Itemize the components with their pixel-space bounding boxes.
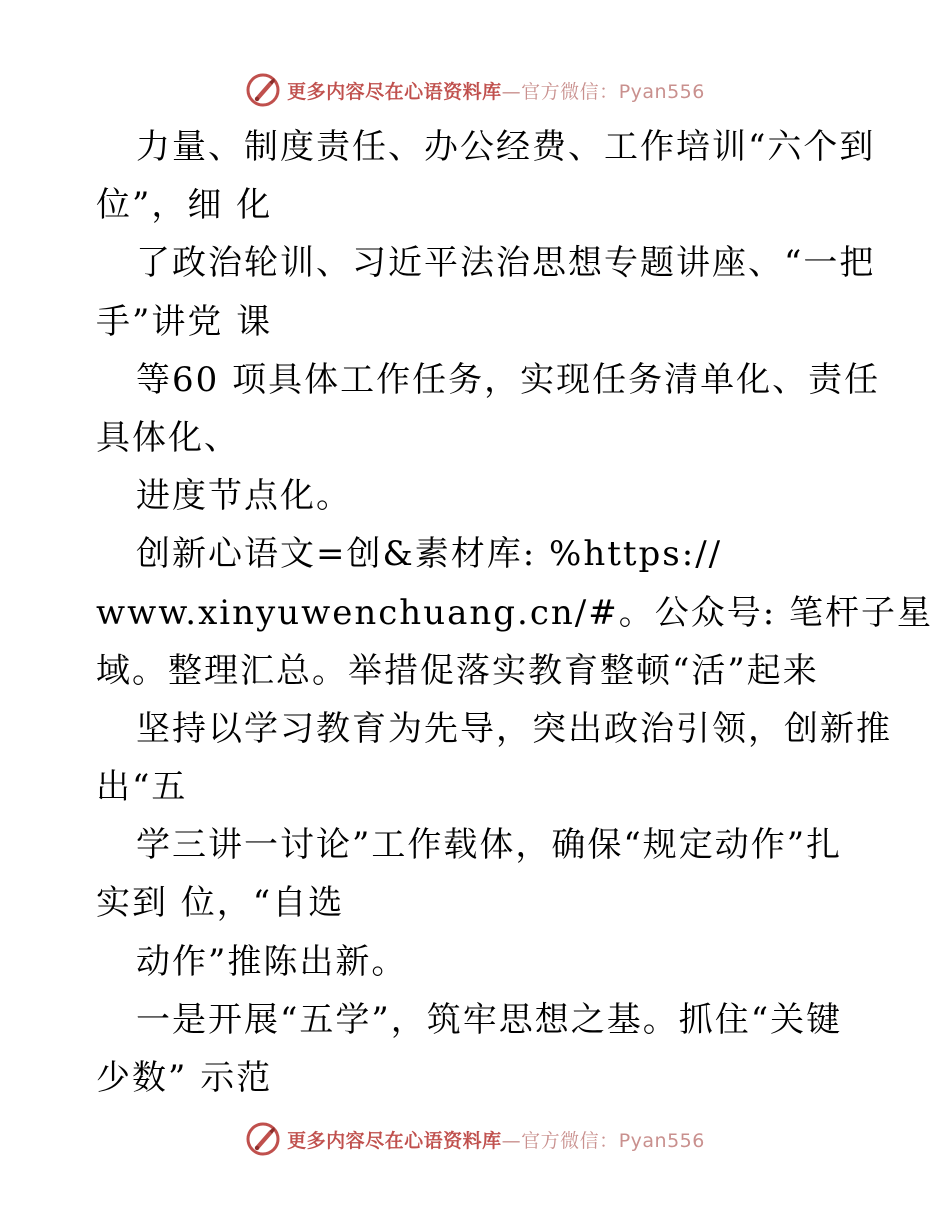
quill-seal-logo-icon	[245, 72, 281, 108]
text-line: 出“五	[96, 767, 188, 808]
document-body	[96, 118, 933, 1107]
quill-seal-logo-icon	[245, 1121, 281, 1157]
footer-brand: 更多内容尽在心语资料库	[287, 1129, 502, 1152]
footer-dash: —	[501, 1129, 522, 1152]
text-line: 进度节点化。	[136, 476, 352, 517]
header-wechat-id: Pyan556	[618, 80, 705, 103]
footer-banner	[0, 1117, 950, 1161]
text-line: 等60 项具体工作任务，实现任务清单化、责任	[136, 359, 881, 400]
text-line: 域。整理汇总。举措促落实教育整顿“活”起来	[96, 650, 819, 691]
header-banner	[0, 68, 950, 112]
text-line: 学三讲一讨论”工作载体，确保“规定动作”扎	[136, 825, 843, 866]
text-line: 坚持以学习教育为先导，突出政治引领，创新推	[136, 708, 892, 749]
text-line: 一是开展“五学”，筑牢思想之基。抓住“关键	[136, 999, 843, 1040]
header-dash: —	[501, 80, 522, 103]
footer-banner-text	[287, 1126, 705, 1153]
text-line: 位”，细 化	[96, 185, 273, 226]
text-line: 创新心语文=创&素材库: %https://	[136, 534, 723, 575]
text-line: www.xinyuwenchuang.cn/#。公众号: 笔杆子星	[96, 592, 933, 633]
footer-wechat-label: 官方微信：	[521, 1129, 619, 1152]
text-line: 少数” 示范	[96, 1058, 273, 1098]
text-line: 力量、制度责任、办公经费、工作培训“六个到	[136, 127, 876, 167]
footer-wechat-id: Pyan556	[618, 1129, 705, 1152]
header-wechat-label: 官方微信：	[521, 80, 619, 103]
header-banner-inner	[245, 72, 705, 108]
text-line: 手”讲党 课	[96, 301, 273, 342]
header-brand: 更多内容尽在心语资料库	[287, 80, 502, 103]
text-line: 具体化、	[96, 417, 240, 458]
text-line: 实到 位，“自选	[96, 883, 345, 924]
text-line: 动作”推陈出新。	[136, 941, 408, 982]
header-banner-text	[287, 77, 705, 104]
footer-banner-inner	[245, 1121, 705, 1157]
text-line: 了政治轮训、习近平法治思想专题讲座、“一把	[136, 243, 876, 284]
